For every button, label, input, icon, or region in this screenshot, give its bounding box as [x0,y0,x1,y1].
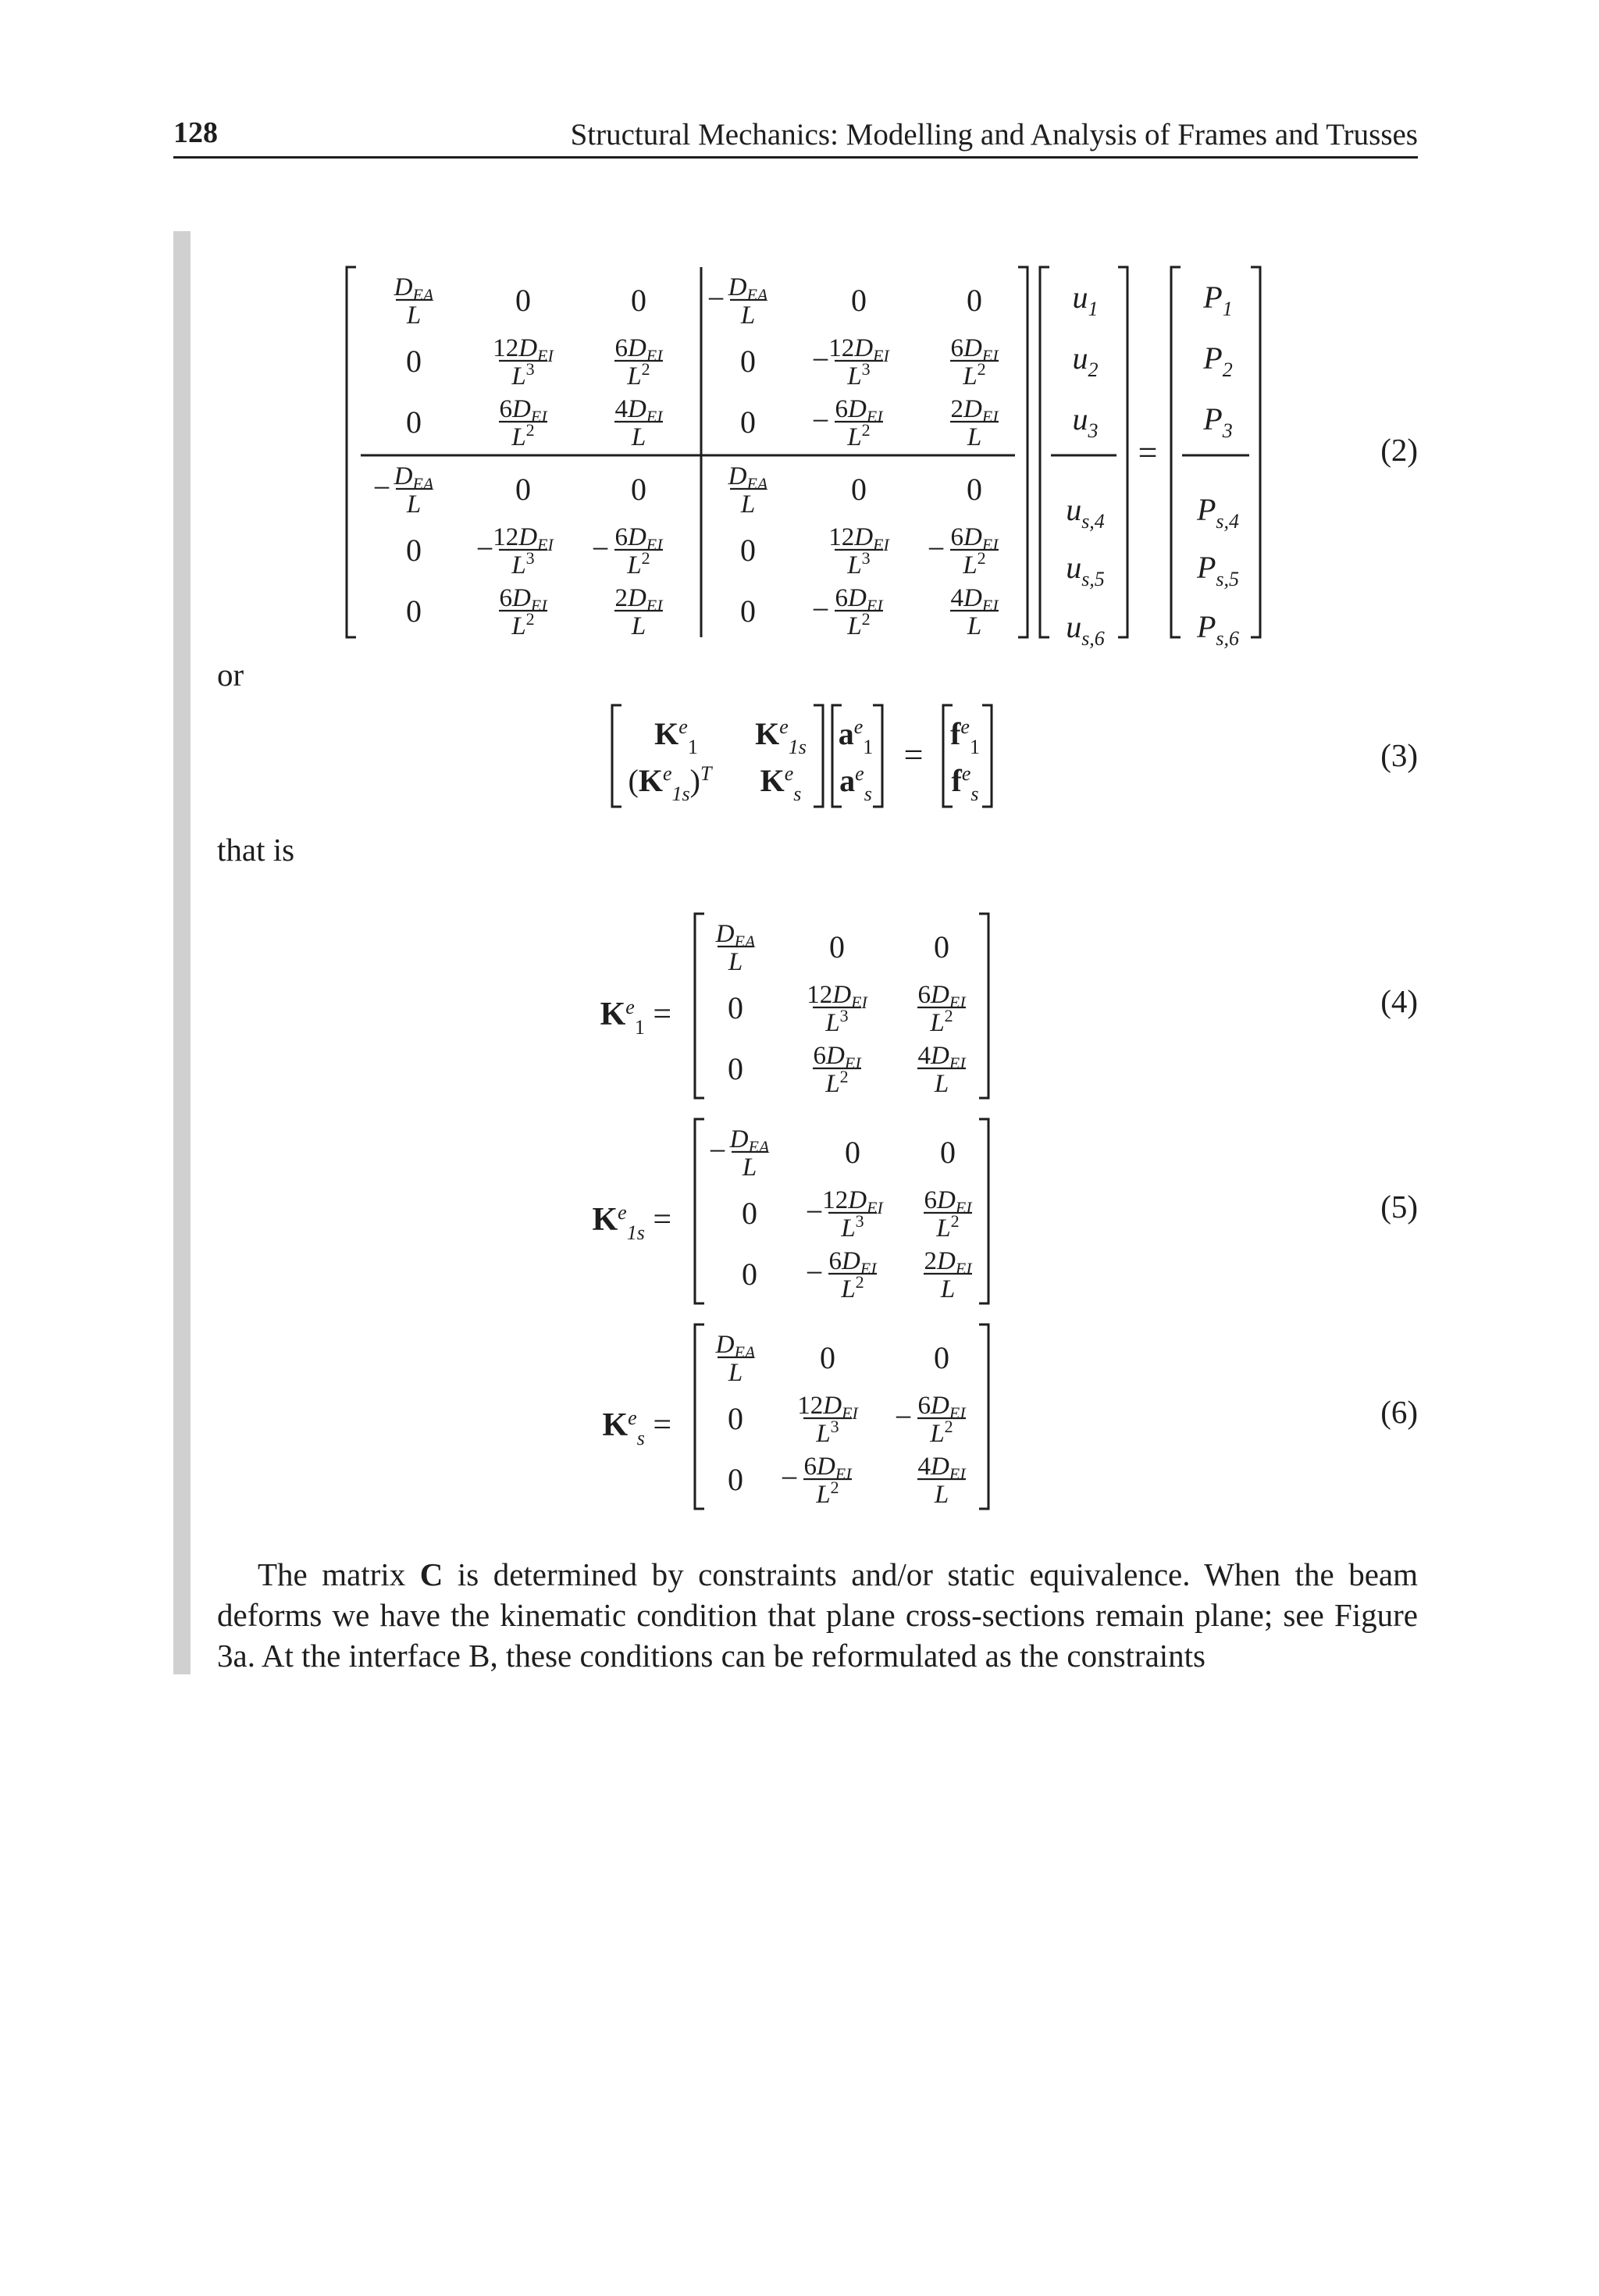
fraction-entry [924,1186,973,1242]
fraction-denominator: $L^3$ [825,1006,849,1037]
fraction-numerator: $12D_{EI}$ [797,1392,858,1423]
right-bracket [982,705,992,807]
minus-sign: − [591,531,610,566]
fraction-denominator: $L^3$ [847,359,871,390]
fraction-entry [806,1186,885,1242]
fraction-entry [797,1392,859,1448]
zero-entry: 0 [851,283,867,318]
fraction-entry [812,334,891,390]
zero-entry: 0 [967,472,982,507]
fraction-entry [614,334,664,390]
fraction-denominator: L [740,490,756,519]
equation-3-number: (3) [1380,737,1418,773]
fraction-numerator: $4D_{EI}$ [950,584,999,615]
right-bracket [979,1119,988,1303]
fraction-numerator: $4D_{EI}$ [917,1042,966,1073]
equation-lhs: $K^e_s$ = [602,1406,671,1449]
fraction-entry [715,1331,756,1387]
fraction-numerator: $12D_{EI}$ [493,334,554,365]
minus-sign: − [372,470,391,505]
connector-that-is: that is [217,832,295,868]
fraction-numerator: $D_{EA}$ [728,273,768,305]
minus-sign: − [811,592,830,627]
vector-entry: $P_2$ [1203,340,1233,381]
zero-entry: 0 [515,472,531,507]
right-bracket [873,705,882,807]
minus-sign: − [708,1133,727,1168]
equation-5-number: (5) [1380,1189,1418,1225]
fraction-denominator: $L^2$ [963,359,986,390]
zero-entry: 0 [406,405,422,440]
equation-2-svg [0,258,1599,648]
fraction-entry [928,523,1000,579]
fraction-entry [917,1453,967,1509]
fraction-denominator: $L^2$ [511,609,535,640]
equation-lhs: $K^e_{1s}$ = [592,1201,671,1244]
fraction-numerator: $6D_{EI}$ [835,584,883,615]
zero-entry: 0 [740,344,756,379]
fraction-entry [812,584,885,640]
fraction-entry [895,1392,967,1448]
minus-sign: − [894,1399,913,1435]
vector-entry: $u_3$ [1072,401,1099,442]
left-bracket [1040,267,1049,637]
fraction-entry [373,462,434,519]
fraction-numerator: $12D_{EI}$ [828,334,889,365]
zero-entry: 0 [742,1196,757,1231]
fraction-numerator: $6D_{EI}$ [917,1392,966,1423]
fraction-numerator: $D_{EA}$ [715,1331,756,1362]
fraction-denominator: $L^3$ [847,548,871,579]
running-title: Structural Mechanics: Modelling and Analysis of Frames and Trusses [570,118,1418,152]
fraction-numerator: $6D_{EI}$ [614,334,663,365]
fraction-entry [499,584,548,640]
fraction-denominator: $L^3$ [816,1417,839,1448]
equation-5-svg [0,1111,1599,1314]
left-bracket [347,267,356,637]
fraction-entry [707,273,768,330]
fraction-numerator: $6D_{EI}$ [950,334,999,365]
body-paragraph [217,1554,1418,1676]
fraction-entry [917,981,967,1037]
zero-entry: 0 [829,929,845,964]
equation-4 [0,906,1599,1109]
vector-entry: $u_1$ [1072,280,1099,320]
block-matrix-entry: $K^e_1$ [654,715,698,758]
paragraph-text-end: is determined by constraints and/or static equivalence. When the beam deforms we have the kinematic condition that plane cross-sections remain plane; see Figure 3a. At the interface B, these conditions can be reformulated as the constraints [217,1556,1418,1674]
fraction-entry [950,334,999,390]
zero-entry: 0 [406,594,422,629]
fraction-numerator: $6D_{EI}$ [924,1186,972,1218]
equation-6-number: (6) [1380,1394,1418,1430]
zero-entry: 0 [728,990,743,1025]
fraction-numerator: $6D_{EI}$ [917,981,966,1012]
fraction-numerator: $6D_{EI}$ [499,395,547,426]
fraction-denominator: L [967,612,982,640]
equation-2-number: (2) [1380,432,1418,468]
fraction-denominator: L [940,1275,956,1303]
zero-entry: 0 [631,283,646,318]
vector-entry: $P_3$ [1203,401,1233,442]
fraction-numerator: $12D_{EI}$ [493,523,554,554]
equation-4-svg [0,906,1599,1109]
fraction-numerator: $6D_{EI}$ [499,584,547,615]
fraction-denominator: $L^2$ [816,1478,839,1509]
left-bracket [695,1324,704,1509]
zero-entry: 0 [967,283,982,318]
paragraph-bold-symbol: C [419,1556,443,1592]
connector-or: or [217,657,244,693]
fraction-denominator: $L^2$ [963,548,986,579]
fraction-numerator: $D_{EA}$ [394,462,434,494]
fraction-entry [592,523,664,579]
left-bracket [695,1119,704,1303]
equation-lhs: $K^e_1$ = [600,996,671,1039]
fraction-entry [476,523,555,579]
fraction-denominator: $L^2$ [847,420,871,451]
block-matrix-entry: $K^e_{1s}$ [755,715,807,758]
fraction-entry [828,523,890,579]
fraction-denominator: $L^2$ [511,420,535,451]
fraction-numerator: $D_{EA}$ [728,462,768,494]
vector-entry: $P_{s,6}$ [1196,609,1240,650]
right-bracket [1018,267,1027,637]
zero-entry: 0 [406,533,422,568]
fraction-numerator: $4D_{EI}$ [917,1453,966,1484]
fraction-denominator: L [934,1481,949,1509]
fraction-entry [917,1042,967,1098]
fraction-entry [499,395,548,451]
fraction-numerator: $6D_{EI}$ [803,1453,852,1484]
equals-sign: = [903,736,924,774]
fraction-numerator: $12D_{EI}$ [828,523,889,554]
block-matrix-entry: $K^e_s$ [760,762,802,805]
fraction-numerator: $6D_{EI}$ [835,395,883,426]
equation-4-number: (4) [1380,983,1418,1019]
zero-entry: 0 [820,1340,835,1375]
fraction-denominator: $L^2$ [841,1272,864,1303]
zero-entry: 0 [631,472,646,507]
page-number: 128 [173,116,218,149]
fraction-entry [781,1453,853,1509]
fraction-entry [394,273,434,330]
block-matrix-entry: $(K^e_{1s})^T$ [628,762,712,805]
fraction-denominator: L [934,1070,949,1098]
vector-entry: $P_1$ [1203,280,1233,320]
fraction-denominator: $L^2$ [936,1211,960,1242]
fraction-entry [715,920,756,976]
minus-sign: − [805,1194,824,1229]
fraction-entry [950,395,999,451]
fraction-denominator: $L^2$ [627,359,650,390]
fraction-denominator: L [728,948,743,976]
zero-entry: 0 [406,344,422,379]
fraction-numerator: $2D_{EI}$ [614,584,663,615]
minus-sign: − [805,1255,824,1290]
equation-3 [0,699,1599,816]
fraction-numerator: $2D_{EI}$ [924,1247,972,1278]
left-bracket [612,705,621,807]
fraction-numerator: $6D_{EI}$ [950,523,999,554]
fraction-numerator: $6D_{EI}$ [828,1247,877,1278]
fraction-denominator: L [967,423,982,451]
fraction-entry [950,584,999,640]
fraction-numerator: $6D_{EI}$ [614,523,663,554]
zero-entry: 0 [742,1257,757,1292]
minus-sign: − [475,531,494,566]
fraction-entry [806,1247,878,1303]
minus-sign: − [811,403,830,438]
fraction-numerator: $2D_{EI}$ [950,395,999,426]
fraction-entry [807,981,868,1037]
fraction-denominator: L [742,1153,757,1182]
equation-6-svg [0,1317,1599,1520]
fraction-denominator: $L^2$ [825,1067,849,1098]
fraction-numerator: $4D_{EI}$ [614,395,663,426]
fraction-numerator: $12D_{EI}$ [822,1186,883,1218]
fraction-entry [614,584,664,640]
fraction-entry [728,462,768,519]
fraction-denominator: $L^2$ [930,1417,953,1448]
fraction-denominator: L [631,423,646,451]
zero-entry: 0 [740,533,756,568]
vector-entry: $u_2$ [1072,340,1099,381]
vector-entry: $u_{s,5}$ [1066,550,1105,590]
fraction-entry [709,1125,770,1182]
fraction-denominator: L [406,490,422,519]
vector-entry: $a^e_1$ [838,715,874,758]
vector-entry: $f^e_s$ [951,762,979,805]
equation-5 [0,1111,1599,1314]
zero-entry: 0 [940,1135,956,1170]
zero-entry: 0 [740,594,756,629]
fraction-denominator: L [631,612,646,640]
zero-entry: 0 [728,1401,743,1436]
minus-sign: − [707,281,725,316]
vector-entry: $u_{s,4}$ [1066,492,1105,533]
zero-entry: 0 [934,1340,949,1375]
minus-sign: − [780,1460,799,1496]
zero-entry: 0 [845,1135,860,1170]
equation-2 [0,258,1599,648]
minus-sign: − [811,342,830,377]
right-bracket [1118,267,1127,637]
fraction-numerator: $6D_{EI}$ [813,1042,861,1073]
fraction-denominator: $L^2$ [627,548,650,579]
equals-sign: = [1138,433,1158,472]
zero-entry: 0 [728,1462,743,1497]
fraction-denominator: $L^3$ [511,359,535,390]
left-bracket [1171,267,1181,637]
zero-entry: 0 [728,1051,743,1086]
fraction-denominator: L [406,301,422,330]
equation-6 [0,1317,1599,1520]
minus-sign: − [927,531,946,566]
fraction-numerator: $12D_{EI}$ [807,981,867,1012]
fraction-entry [493,334,554,390]
fraction-denominator: $L^2$ [847,609,871,640]
vector-entry: $P_{s,4}$ [1196,492,1240,533]
right-bracket [814,705,823,807]
left-bracket [695,914,704,1098]
vector-entry: $f^e_1$ [950,715,980,758]
fraction-denominator: L [740,301,756,330]
right-bracket [1251,267,1260,637]
fraction-numerator: $D_{EA}$ [394,273,434,305]
fraction-denominator: L [728,1359,743,1387]
fraction-entry [813,1042,862,1098]
paragraph-text-start: The matrix [258,1556,420,1592]
fraction-denominator: $L^3$ [841,1211,864,1242]
vector-entry: $u_{s,6}$ [1066,609,1105,650]
equation-3-svg [0,699,1599,816]
right-bracket [979,1324,988,1509]
zero-entry: 0 [851,472,867,507]
right-bracket [979,914,988,1098]
zero-entry: 0 [934,929,949,964]
zero-entry: 0 [515,283,531,318]
fraction-entry [924,1247,973,1303]
vector-entry: $P_{s,5}$ [1196,550,1240,590]
fraction-numerator: $D_{EA}$ [715,920,756,951]
zero-entry: 0 [740,405,756,440]
page-header [173,116,1418,159]
fraction-numerator: $D_{EA}$ [729,1125,770,1157]
fraction-entry [812,395,885,451]
vector-entry: $a^e_s$ [839,762,872,805]
fraction-denominator: $L^3$ [511,548,535,579]
fraction-entry [614,395,664,451]
fraction-denominator: $L^2$ [930,1006,953,1037]
